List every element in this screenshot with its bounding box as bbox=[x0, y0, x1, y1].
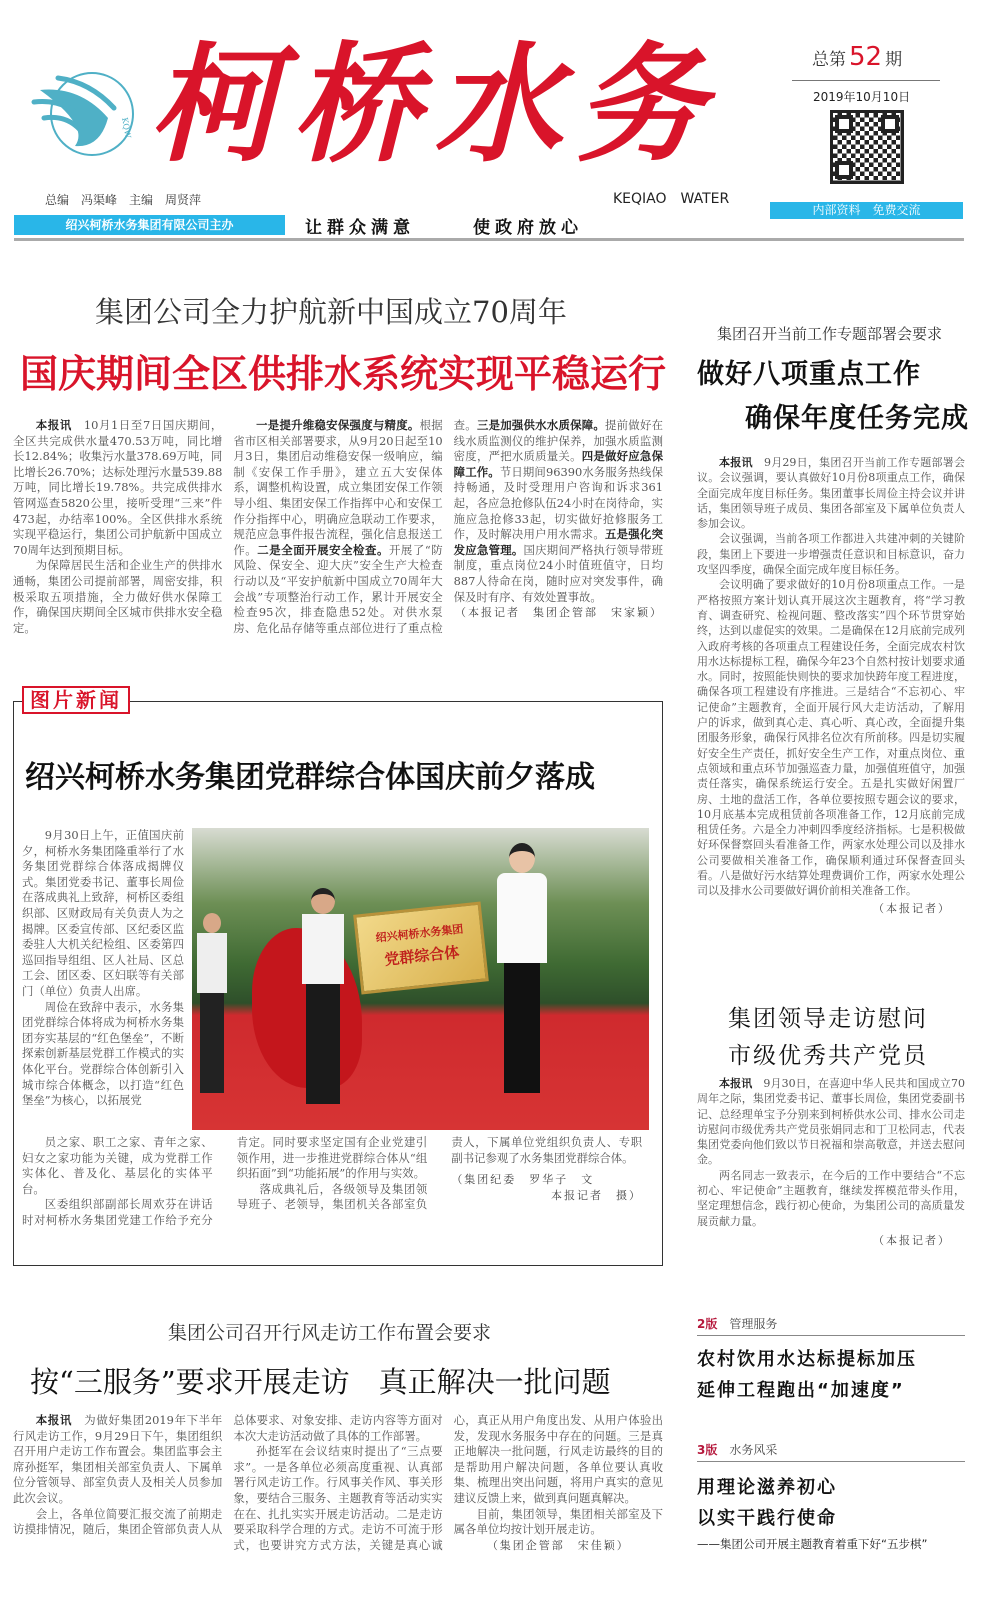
photo-news-side-body bbox=[22, 828, 184, 1109]
text-run: 9月29日，集团召开当前工作专题部署会议。会议强调，要认真做好10月份8项重点工作，确保全面完成年度目标任务。集团董事长周俭主持会议并讲话，集团领导班子成员、集团各部室及下属单位负责人参加会议。 bbox=[697, 456, 965, 531]
masthead-rule bbox=[14, 238, 964, 241]
photo-news-bottom-body bbox=[22, 1135, 642, 1229]
editors-line: 总编 冯渠峰 主编 周贤萍 bbox=[45, 193, 202, 207]
paragraph bbox=[22, 828, 184, 1000]
masthead-title: 柯桥水务 bbox=[150, 30, 719, 180]
paragraph bbox=[13, 418, 222, 558]
paragraph bbox=[697, 455, 965, 531]
photo-news-credit-2: 本报记者 摄） bbox=[550, 1188, 642, 1202]
right1-credit: （本报记者） bbox=[873, 901, 951, 915]
teaser-page-2[interactable] bbox=[697, 1315, 965, 1406]
bold-lead: 三是加强供水水质保障。 bbox=[476, 418, 606, 432]
text-run: 会上，各单位简要汇报交流了前期走访摸排情况，随后，集团企管部负责人从总体要求、对象安排、走访内容等方面对本次大走访活动做了具体的工作部署。 bbox=[13, 1413, 443, 1537]
teaser-headline: 用理论滋养初心 以实干践行使命 bbox=[697, 1477, 837, 1529]
slogan-2: 使政府放心 bbox=[473, 218, 583, 238]
lead-body bbox=[13, 418, 663, 636]
right1-headline-1: 做好八项重点工作 bbox=[697, 359, 921, 390]
bold-lead: 一是提升维稳安保强度与精度。 bbox=[256, 418, 420, 432]
photo-news-label: 图片新闻 bbox=[22, 686, 130, 714]
text-run: 为保障居民生活和企业生产的供排水通畅，集团公司提前部署，周密安排，积极采取五项措施，全力做好供水保障工作，确保国庆期间全区城市供排水安全稳定。 bbox=[13, 558, 223, 635]
text-run: 周俭在致辞中表示，水务集团党群综合体将成为柯桥水务集团夯实基层的“红色堡垒”，不断探索创新基层党群工作模式的实体化平台。党群综合体创新引入城市综合体概念，以打造“红色堡垒”为核心，以拓展党 bbox=[22, 999, 184, 1108]
bold-lead: 本报讯 bbox=[35, 418, 84, 432]
teaser-page-3[interactable] bbox=[697, 1441, 965, 1552]
text-run: 两名同志一致表示，在今后的工作中要结合“不忘初心、牢记使命”主题教育，继续发挥模范带头作用，坚定理想信念，践行初心使命，为集团公司的高质量发展贡献力量。 bbox=[697, 1168, 965, 1228]
bold-lead: 本报讯 bbox=[35, 1413, 85, 1427]
teaser-subtitle: ——集团公司开展主题教育着重下好“五步棋” bbox=[697, 1537, 928, 1551]
paragraph bbox=[22, 1000, 184, 1109]
lead-credit: （本报记者 集团企管部 宋家颖） bbox=[454, 606, 663, 620]
photo-news-headline: 绍兴柯桥水务集团党群综合体国庆前夕落成 bbox=[25, 760, 595, 795]
slogan-1: 让群众满意 bbox=[305, 218, 415, 238]
english-name: KEQIAO WATER bbox=[613, 191, 730, 207]
svg-text:KQW: KQW bbox=[120, 116, 133, 139]
plaque-line-2: 党群综合体 bbox=[383, 943, 461, 969]
right2-headline-2: 市级优秀共产党员 bbox=[728, 1043, 928, 1069]
paragraph bbox=[454, 1507, 663, 1538]
teaser-section-tag: 3版 水务风采 bbox=[697, 1441, 965, 1462]
text-run: 员之家、职工之家、青年之家、妇女之家功能为关键，成为党群工作实体化、普及化、基层化的实体平台。 bbox=[22, 1135, 213, 1196]
right2-credit: （本报记者） bbox=[873, 1233, 951, 1247]
text-run: 落成典礼后，各级领导及集团领导班子、老领导，集团机关各部室负责人，下属单位党组织负责人、专职副书记参观了水务集团党群综合体。 bbox=[236, 1135, 642, 1212]
photo-news-image bbox=[192, 828, 649, 1130]
bottom-body bbox=[13, 1413, 663, 1553]
notice-banner: 内部资料 免费交流 bbox=[770, 202, 963, 219]
issue-divider bbox=[792, 80, 940, 81]
teaser-headline: 农村饮用水达标提标加压 延伸工程跑出“加速度” bbox=[697, 1349, 917, 1401]
text-run: 为做好集团2019年下半年行风走访工作，9月29日下午，集团组织召开用户走访工作布置会。集团监事会主席孙挺军，集团相关部室负责人、下属单位分管领导、部室负责人及相关人员参加此次会议。 bbox=[13, 1413, 223, 1505]
paragraph bbox=[697, 531, 965, 577]
bottom-credit: （集团企管部 宋佳颖） bbox=[486, 1538, 630, 1552]
right2-headline-1: 集团领导走访慰问 bbox=[728, 1006, 928, 1032]
plaque-line-1: 绍兴柯桥水务集团 bbox=[375, 922, 464, 945]
photo-news-content bbox=[22, 828, 649, 1229]
text-run: 节日期间96390水务服务热线保持畅通，及时受理用户咨询和诉求361起，各应急抢修队伍24小时在岗待命，实施应急抢修33起，切实做好抢修服务工作，及时解决用户用水需求。 bbox=[453, 464, 663, 542]
paragraph bbox=[697, 1168, 965, 1229]
plaque bbox=[353, 902, 489, 995]
lead-headline: 国庆期间全区供排水系统实现平稳运行 bbox=[20, 352, 667, 396]
person-woman bbox=[497, 843, 547, 1118]
person-left bbox=[197, 913, 227, 1113]
right2-body bbox=[697, 1076, 965, 1249]
text-run: 提前做好在线水质监测仪的维护保养，加强水质监测密度，严把水质质量关。 bbox=[453, 418, 663, 464]
bottom-headline: 按“三服务”要求开展走访 真正解决一批问题 bbox=[30, 1365, 611, 1399]
bold-lead: 本报讯 bbox=[719, 1077, 764, 1090]
text-run: 国庆期间严格执行领导带班制度，重点岗位24小时值班值守，日均887人待命在岗，随时应对突发事件，确保及时有序、有效处置事故。 bbox=[453, 542, 663, 604]
bold-lead: 五是强化突发应急管理。 bbox=[453, 527, 663, 557]
paragraph bbox=[22, 1135, 213, 1197]
teaser-section-tag: 2版 管理服务 bbox=[697, 1315, 965, 1336]
photo-news-credit-1: （集团纪委 罗华子 文 bbox=[451, 1173, 595, 1187]
masthead-logo bbox=[30, 68, 138, 160]
paragraph bbox=[233, 418, 663, 636]
text-run: 目前，集团领导，集团相关部室及下属各单位均按计划开展走访。 bbox=[453, 1506, 663, 1537]
issue-date: 2019年10月10日 bbox=[813, 90, 911, 104]
bold-lead: 本报讯 bbox=[719, 456, 764, 469]
bottom-kicker: 集团公司召开行风走访工作布置会要求 bbox=[168, 1322, 492, 1344]
text-run: 会议明确了要求做好的10月份8项重点工作。一是严格按照方案计划认真开展这次主题教育，将“学习教育、调查研究、检视问题、整改落实”四个环节贯穿始终，达到以虚促实的效果。二是确保在12月底前完成列入政府考核的各项重点工程建设任务，全面完成农村饮用水达标提标工程，确保今年23个自然村按计划要求通水。同时，按照能快则快的要求加快跨年度工程进度，确保各项工程建设有序推进。三是结合“不忘初心、牢记使命”主题教育，全面开展行风大走访活动，了解用户的诉求，做到真心走、真心听、真心改，全面提升集团服务形象，确保行风排名位次有所前移。四是切实履好安全生产责任，抓好安全生产工作，对重点岗位、重点领域和重点环节加强巡查力量，加强值班值守，加强责任落实，确保系统运行安全。五是扎实做好闲置厂房、土地的盘活工作，各单位要按照专题会议的要求，10月底基本完成租赁前各项准备工作，12月底前完成租赁任务。六是全力冲刺四季度经济指标。七是积极做好环保督察回头看准备工作，两家水处理公司以及排水公司要做相关准备工作，确保顺利通过环保督查回头看。八是做好污水结算处理费调价工作，两家水处理公司以及排水公司要做好调价前相关准备工作。 bbox=[697, 578, 965, 898]
text-run: 孙挺军在会议结束时提出了“三点要求”。一是各单位必须高度重视、认真部署行风走访工作。行风事关作风、事关形象，要结合三服务、主题教育等活动实实在在、扎扎实实开展走访活动。二是走访要采取科学合理的方式。走访不可流于形式，也要讲究方式方法，关键是真心诚心，真正从用户角度出发、从用户体验出发，发现水务服务中存在的问题。三是真正地解决一批问题，行风走访最终的目的是帮助用户解决问题，各单位要认真收集、梳理出突出问题，将用户真实的意见建议反馈上来，做到真问题真解决。 bbox=[233, 1413, 663, 1552]
right1-headline-2: 确保年度任务完成 bbox=[745, 403, 969, 434]
text-run: 10月1日至7日国庆期间，全区共完成供水量470.53万吨，同比增长12.84%；收集污水量378.69万吨，同比增长26.70%；达标处理污水量539.88万吨，同比增长19.78%。共完成供排水管网巡查5820公里，接听受理“三来”件473起，办结率100%。全区供排水系统实现平稳运行，集团公司护航新中国成立70周年达到预期目标。 bbox=[13, 418, 223, 557]
photo-news-credits bbox=[451, 1172, 642, 1203]
lead-kicker: 集团公司全力护航新中国成立70周年 bbox=[95, 295, 567, 329]
qr-code[interactable] bbox=[830, 110, 904, 184]
right1-kicker: 集团召开当前工作专题部署会要求 bbox=[717, 325, 943, 343]
sponsor-banner: 绍兴柯桥水务集团有限公司主办 bbox=[14, 215, 285, 235]
text-run: 9月30日上午，正值国庆前夕，柯桥水务集团隆重举行了水务集团党群综合体落成揭牌仪式。集团党委书记、董事长周俭在落成典礼上致辞，柯桥区委组织部、区财政局有关负责人为之揭牌。区委宣传部、区纪委区监委驻人大机关纪检组、区委第四巡回指导组组、区人社局、区总工会、团区委、区妇联等有关部门（单位）负责人出席。 bbox=[22, 828, 184, 998]
bold-lead: 四是做好应急保障工作。 bbox=[453, 449, 663, 479]
text-run: 9月30日，在喜迎中华人民共和国成立70周年之际，集团党委书记、董事长周俭，集团党委副书记、总经理单宝予分别来到柯桥供水公司、排水公司走访慰问市级优秀共产党员张娟同志和丁卫松同志，代表集团党委向他们致以节日祝福和崇高敬意，并送去慰问金。 bbox=[697, 1077, 966, 1167]
person-man bbox=[302, 888, 344, 1118]
text-run: 开展了“防风险、保安全、迎大庆”安全生产大检查行动以及“平安护航新中国成立70周年大会战”专项整治行动工作，累计开展安全检查95次，排查隐患52处。对供水泵房、危化品存储等重点部位进行了重点检查。 bbox=[233, 418, 477, 635]
paragraph bbox=[697, 1076, 965, 1168]
text-run: 区委组织部副部长周欢芬在讲话时对柯桥水务集团党建工作给予充分肯定。同时要求坚定国有企业党建引领作用，进一步推进党群综合体从“组织拓面”到“功能拓展”的作用与实效。 bbox=[22, 1135, 428, 1227]
issue-number: 总第 52 期 bbox=[812, 42, 903, 72]
right1-body bbox=[697, 455, 965, 916]
text-run: 根据省市区相关部署要求，从9月20日起至10月3日，集团启动维稳安保一级响应，编制《安保工作手册》，建立五大安保体系，调整机构设置，成立集团安保工作领导小组、集团安保工作指挥中心和安保工作分指挥中心，明确应急联动工作要求，规范应急事件报告流程，强化信息报送工作。 bbox=[233, 418, 443, 557]
paragraph bbox=[697, 577, 965, 898]
text-run: 会议强调，当前各项工作都进入共建冲刺的关键阶段，集团上下要进一步增强责任意识和目标意识，奋力攻坚四季度，确保全面完成年度目标任务。 bbox=[697, 532, 965, 577]
paragraph bbox=[13, 1413, 222, 1507]
paragraph bbox=[13, 558, 222, 636]
bold-lead: 二是全面开展安全检查。 bbox=[257, 542, 389, 557]
